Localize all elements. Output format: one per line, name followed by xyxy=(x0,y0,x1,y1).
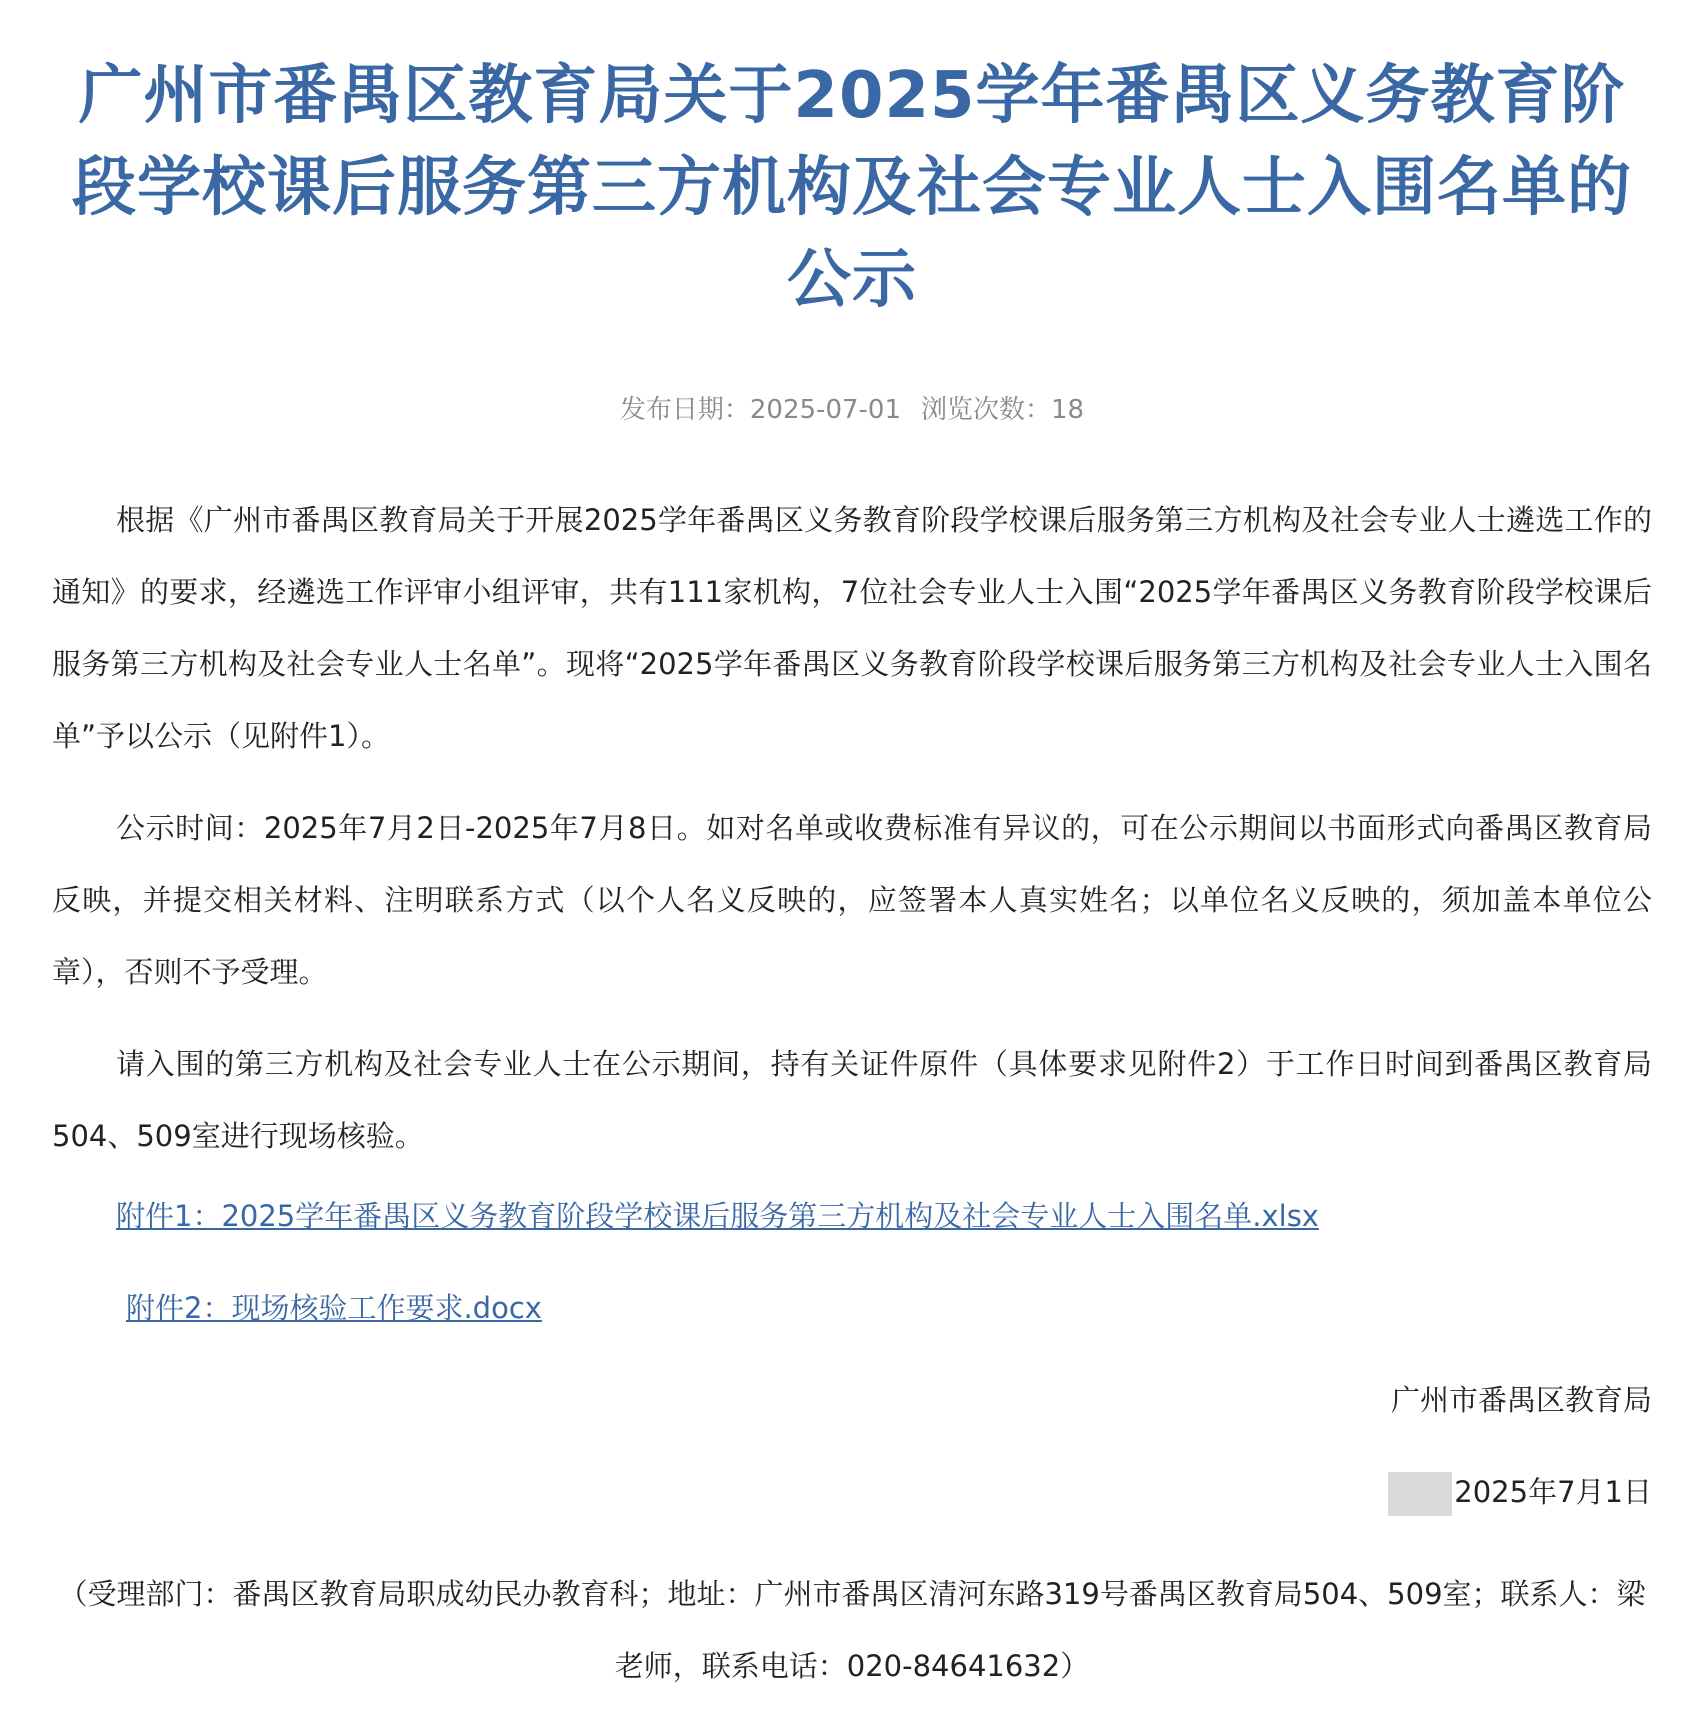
article-meta xyxy=(52,392,1652,428)
publish-date-label: 发布日期： xyxy=(619,395,750,425)
redaction-block xyxy=(1388,1472,1452,1516)
signature-date-row xyxy=(52,1468,1652,1516)
article-body xyxy=(52,484,1652,1702)
attachment-1 xyxy=(52,1192,1652,1240)
signature-org: 广州市番禺区教育局 xyxy=(1390,1383,1652,1417)
attachment-1-link[interactable]: 附件1：2025学年番禺区义务教育阶段学校课后服务第三方机构及社会专业人士入围名单.xlsx xyxy=(116,1199,1319,1233)
paragraph-verification: 请入围的第三方机构及社会专业人士在公示期间，持有关证件原件（具体要求见附件2）于工作日时间到番禺区教育局504、509室进行现场核验。 xyxy=(52,1047,1652,1153)
contact-note: （受理部门：番禺区教育局职成幼民办教育科；地址：广州市番禺区清河东路319号番禺区教育局504、509室；联系人：梁老师，联系电话：020-84641632） xyxy=(58,1577,1646,1683)
paragraph-publicity-period: 公示时间：2025年7月2日-2025年7月8日。如对名单或收费标准有异议的，可在公示期间以书面形式向番禺区教育局反映，并提交相关材料、注明联系方式（以个人名义反映的，应签署本人真实姓名；以单位名义反映的，须加盖本单位公章），否则不予受理。 xyxy=(52,811,1652,989)
page-title: 广州市番禺区教育局关于2025学年番禺区义务教育阶段学校课后服务第三方机构及社会专业人士入围名单的公示 xyxy=(72,59,1632,317)
attachment-2 xyxy=(52,1284,1652,1332)
paragraph-basis: 根据《广州市番禺区教育局关于开展2025学年番禺区义务教育阶段学校课后服务第三方机构及社会专业人士遴选工作的通知》的要求，经遴选工作评审小组评审，共有111家机构，7位社会专业人士入围“2025学年番禺区义务教育阶段学校课后服务第三方机构及社会专业人士名单”。现将“2025学年番禺区义务教育阶段学校课后服务第三方机构及社会专业人士入围名单”予以公示（见附件1）。 xyxy=(52,503,1652,753)
publish-date: 2025-07-01 xyxy=(749,395,901,425)
view-count-label: 浏览次数： xyxy=(921,395,1052,425)
signature-date: 2025年7月1日 xyxy=(1454,1475,1652,1509)
view-count: 18 xyxy=(1051,395,1085,425)
attachment-2-link[interactable]: 附件2：现场核验工作要求.docx xyxy=(126,1291,542,1325)
